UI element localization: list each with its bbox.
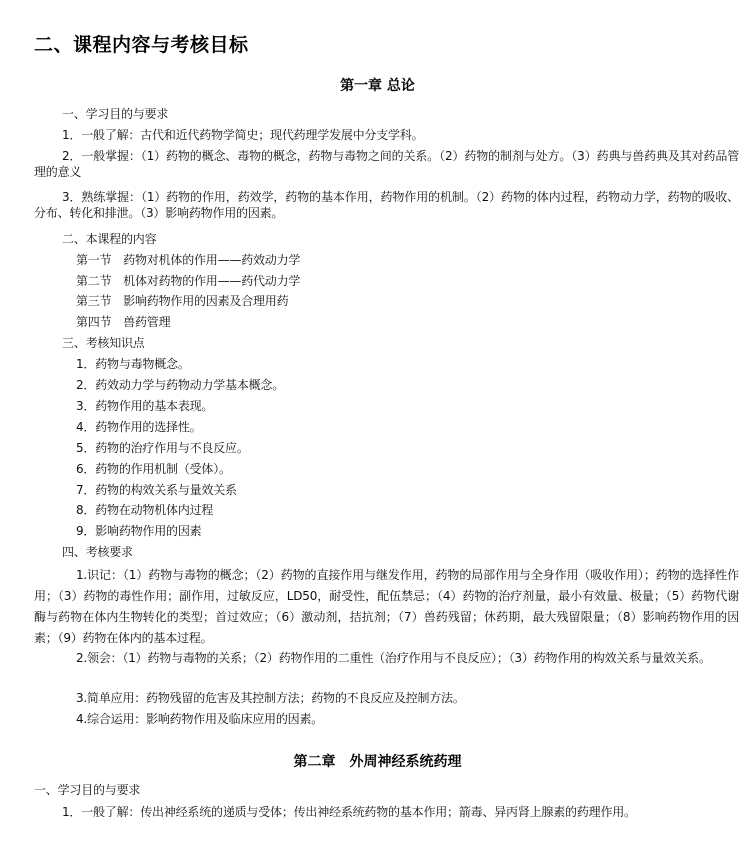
ch1-requirement-4: 4.综合运用：影响药物作用及临床应用的因素。 xyxy=(76,712,324,726)
ch1-point-6: 6．药物的作用机制（受体）。 xyxy=(76,462,231,476)
ch1-requirement-1: 1.识记：（1）药物与毒物的概念；（2）药物的直接作用与继发作用，药物的局部作用与全身作用（吸收作用）；药物的选择性作用；（3）药物的毒性作用；副作用，过敏反应，LD50，耐受性，配伍禁忌；（4）药物的治疗剂量，最小有效量、极量；（5）药物代谢酶与药物在体内生物转化的类型；首过效应；（6）激动剂，拮抗剂；（7）兽药残留；休药期，最大残留限量；（8）影响药物作用的因素；（9）药物在体内的基本过程。 xyxy=(34,568,739,645)
ch1-objective-1: 1．一般了解：古代和近代药物学简史；现代药理学发展中分支学科。 xyxy=(62,128,424,142)
ch1-objective-3: 3．熟练掌握：（1）药物的作用，药效学，药物的基本作用，药物作用的机制。（2）药物的体内过程，药物动力学，药物的吸收、分布、转化和排泄。（3）影响药物作用的因素。 xyxy=(34,190,739,220)
ch1-point-3: 3．药物作用的基本表现。 xyxy=(76,399,214,413)
section-title: 二、课程内容与考核目标 xyxy=(34,34,249,56)
ch1-section-2: 第二节 机体对药物的作用——药代动力学 xyxy=(76,274,301,288)
ch1-section-3: 第三节 影响药物作用的因素及合理用药 xyxy=(76,294,289,308)
ch1-point-7: 7．药物的构效关系与量效关系 xyxy=(76,483,237,497)
ch1-points-heading: 三、考核知识点 xyxy=(62,336,145,350)
ch1-objective-2: 2．一般掌握：（1）药物的概念、毒物的概念，药物与毒物之间的关系。（2）药物的制剂与处方。（3）药典与兽药典及其对药品管理的意义 xyxy=(34,149,739,179)
ch1-point-4: 4．药物作用的选择性。 xyxy=(76,420,202,434)
ch1-content-heading: 二、本课程的内容 xyxy=(62,232,157,246)
chapter-2-title: 第二章 外周神经系统药理 xyxy=(293,754,462,770)
ch1-objectives-heading: 一、学习目的与要求 xyxy=(62,107,169,121)
ch1-requirement-3: 3.简单应用：药物残留的危害及其控制方法；药物的不良反应及控制方法。 xyxy=(76,691,465,705)
ch1-section-4: 第四节 兽药管理 xyxy=(76,315,171,329)
ch1-point-9: 9．影响药物作用的因素 xyxy=(76,524,202,538)
ch1-point-1: 1．药物与毒物概念。 xyxy=(76,357,190,371)
ch2-objectives-heading: 一、学习目的与要求 xyxy=(34,783,141,797)
ch1-section-1: 第一节 药物对机体的作用——药效动力学 xyxy=(76,253,301,267)
ch1-requirements-heading: 四、考核要求 xyxy=(62,545,133,559)
ch1-requirement-2: 2.领会：（1）药物与毒物的关系；（2）药物作用的二重性（治疗作用与不良反应）；（3）药物作用的构效关系与量效关系。 xyxy=(76,651,711,665)
ch2-objective-1: 1．一般了解：传出神经系统的递质与受体；传出神经系统药物的基本作用；箭毒、异丙肾上腺素的药理作用。 xyxy=(62,805,636,819)
chapter-1-title: 第一章 总论 xyxy=(340,78,415,94)
ch1-point-5: 5．药物的治疗作用与不良反应。 xyxy=(76,441,249,455)
ch1-point-2: 2．药效动力学与药物动力学基本概念。 xyxy=(76,378,285,392)
ch1-point-8: 8．药物在动物机体内过程 xyxy=(76,503,214,517)
